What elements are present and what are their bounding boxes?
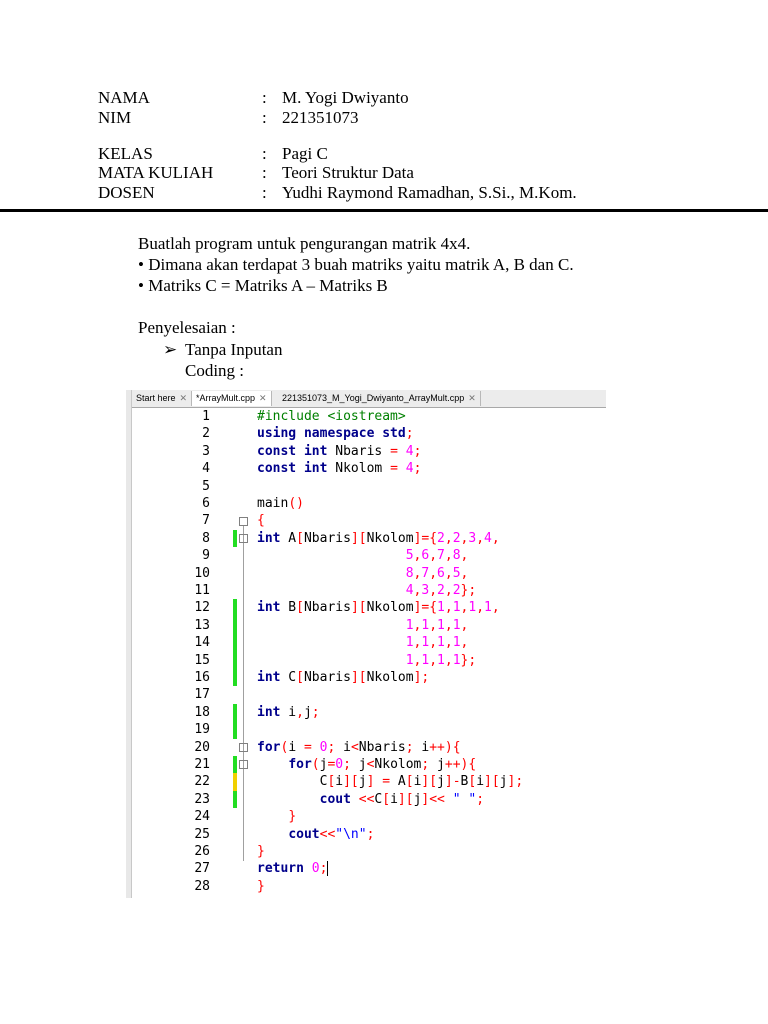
- code-line: }: [257, 844, 265, 859]
- fold-collapse-icon[interactable]: [239, 517, 248, 526]
- code-line: const int Nkolom = 4;: [257, 461, 422, 477]
- solution-title: Penyelesaian :: [138, 318, 236, 337]
- line-number: 13: [194, 617, 210, 633]
- header-colon: :: [262, 163, 267, 182]
- code-line: 1,1,1,1,: [405, 617, 469, 633]
- header-label: KELAS: [98, 144, 153, 163]
- line-number: 15: [194, 652, 210, 668]
- line-number: 8: [202, 530, 210, 546]
- header-label: NAMA: [98, 88, 150, 107]
- line-number: 1: [202, 409, 210, 424]
- fold-collapse-icon[interactable]: [239, 743, 248, 752]
- code-line: {: [257, 513, 265, 529]
- code-line: 1,1,1,1,: [405, 635, 469, 651]
- code-line: 4,3,2,2};: [405, 583, 477, 598]
- close-icon[interactable]: ✕: [259, 393, 267, 403]
- change-marker: [233, 791, 237, 808]
- header-colon: :: [262, 144, 267, 163]
- change-marker: [233, 704, 237, 739]
- line-number: 11: [194, 583, 210, 598]
- editor-tab-bar: [132, 390, 606, 408]
- code-line: C[i][j] = A[i][j]-B[i][j];: [257, 774, 524, 790]
- code-line: #include <iostream>: [257, 409, 406, 424]
- header-label: MATA KULIAH: [98, 163, 214, 182]
- tab-label: *ArrayMult.cpp: [196, 393, 256, 403]
- tab-arraymult[interactable]: [192, 391, 272, 406]
- code-line: using namespace std;: [257, 426, 414, 442]
- tab-221351073-arraymult[interactable]: [278, 391, 481, 406]
- header-value: M. Yogi Dwiyanto: [282, 88, 409, 107]
- task-line-1: Buatlah program untuk pengurangan matrik 4x4.: [138, 234, 471, 253]
- header-value: Yudhi Raymond Ramadhan, S.Si., M.Kom.: [282, 183, 577, 202]
- solution-bullet: Tanpa Inputan: [185, 340, 283, 359]
- close-icon[interactable]: ✕: [468, 393, 476, 403]
- line-number: 7: [202, 513, 210, 529]
- code-line: const int Nbaris = 4;: [257, 443, 422, 459]
- code-editor: [126, 390, 606, 898]
- change-marker: [233, 756, 237, 773]
- tab-label: 221351073_M_Yogi_Dwiyanto_ArrayMult.cpp: [282, 393, 465, 403]
- line-number: 24: [194, 809, 210, 825]
- task-line-3: • Matriks C = Matriks A – Matriks B: [138, 276, 388, 295]
- code-line: int B[Nbaris][Nkolom]={1,1,1,1,: [257, 600, 500, 616]
- header-label: NIM: [98, 108, 132, 127]
- code-line: 1,1,1,1};: [405, 652, 477, 668]
- line-number: 10: [194, 565, 210, 581]
- line-number: 21: [194, 757, 210, 772]
- line-number: 9: [202, 548, 210, 564]
- line-number: 2: [202, 426, 210, 442]
- header-colon: :: [262, 108, 267, 127]
- header-value: Pagi C: [282, 144, 328, 163]
- code-line: int A[Nbaris][Nkolom]={2,2,3,4,: [257, 530, 500, 546]
- line-number: 4: [202, 461, 210, 477]
- code-line: 5,6,7,8,: [405, 548, 469, 564]
- code-line: cout <<C[i][j]<< " ";: [319, 791, 485, 807]
- line-number: 3: [202, 443, 210, 459]
- line-number: 12: [194, 600, 210, 616]
- line-number: 23: [194, 791, 210, 807]
- header-label: DOSEN: [98, 183, 155, 202]
- line-number: 22: [194, 774, 210, 790]
- line-number: 5: [202, 478, 210, 494]
- line-number: 27: [194, 861, 210, 877]
- change-marker: [233, 530, 237, 547]
- code-line: cout<<"\n";: [288, 826, 375, 842]
- code-line: return 0;: [257, 861, 328, 877]
- header-value: Teori Struktur Data: [282, 163, 414, 182]
- line-number: 25: [194, 826, 210, 842]
- line-number: 14: [194, 635, 210, 651]
- header-colon: :: [262, 183, 267, 202]
- tab-label: Start here: [136, 393, 176, 403]
- code-line: int C[Nbaris][Nkolom];: [257, 670, 430, 685]
- line-number: 17: [194, 687, 210, 703]
- line-number: 26: [194, 844, 210, 859]
- code-line: }: [257, 878, 265, 894]
- close-icon[interactable]: ✕: [179, 393, 188, 403]
- code-line: 8,7,6,5,: [405, 565, 469, 581]
- line-number: 18: [194, 704, 210, 720]
- tab-start-here[interactable]: [132, 391, 192, 406]
- line-number: 20: [194, 739, 210, 755]
- arrow-bullet-icon: ➢: [163, 340, 178, 359]
- header-divider: [0, 209, 768, 212]
- fold-collapse-icon[interactable]: [239, 760, 248, 769]
- fold-collapse-icon[interactable]: [239, 534, 248, 543]
- code-line: int i,j;: [257, 704, 320, 720]
- header-value: 221351073: [282, 108, 359, 127]
- code-line: for(j=0; j<Nkolom; j++){: [288, 757, 477, 772]
- line-number: 16: [194, 670, 210, 685]
- code-line: }: [288, 809, 297, 825]
- line-number: 19: [194, 722, 210, 738]
- code-line: main(): [257, 496, 304, 511]
- fold-guide: [243, 526, 244, 861]
- code-area[interactable]: [132, 408, 606, 898]
- line-number: 6: [202, 496, 210, 511]
- change-marker: [233, 599, 237, 686]
- task-line-2: • Dimana akan terdapat 3 buah matriks yaitu matrik A, B dan C.: [138, 255, 574, 274]
- change-marker-modified: [233, 773, 237, 790]
- line-number: 28: [194, 878, 210, 894]
- text-cursor: [327, 861, 328, 876]
- header-colon: :: [262, 88, 267, 107]
- coding-label: Coding :: [185, 361, 245, 380]
- code-line: for(i = 0; i<Nbaris; i++){: [257, 739, 461, 755]
